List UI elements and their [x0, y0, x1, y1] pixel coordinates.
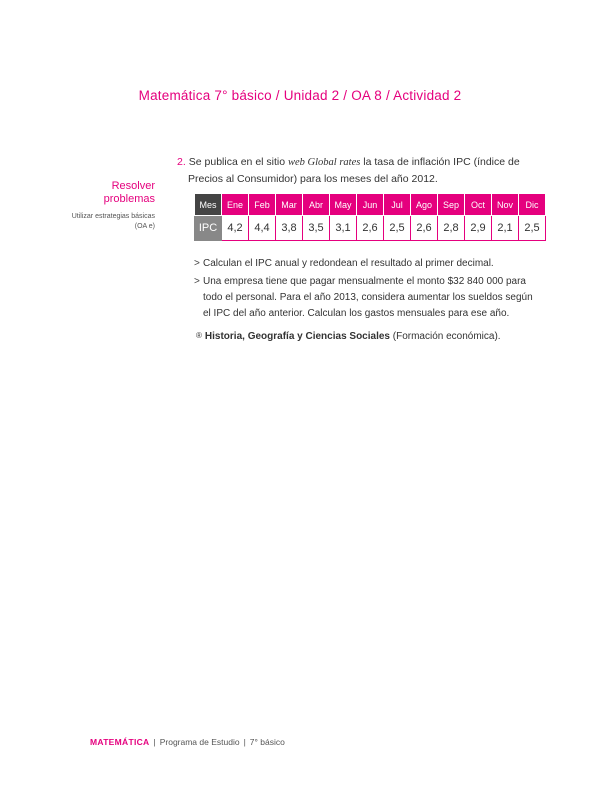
value-cell: 2,6	[357, 216, 384, 241]
ipc-table	[194, 193, 546, 241]
value-cell: 2,8	[438, 216, 465, 241]
question-text-after: la tasa de inflación IPC (índice de	[360, 156, 520, 168]
value-cell: 2,9	[465, 216, 492, 241]
question-line2: Precios al Consumidor) para los meses del año 2012.	[188, 173, 438, 185]
header-label-cell: Mes	[195, 194, 222, 216]
footer-separator: |	[153, 737, 156, 747]
skill-subtitle-line1: Utilizar estrategias básicas	[71, 213, 155, 220]
list-item	[194, 256, 539, 272]
value-cell: 2,1	[492, 216, 519, 241]
value-cell: 3,5	[303, 216, 330, 241]
chevron-right-icon: >	[194, 276, 200, 287]
value-cell: 4,4	[249, 216, 276, 241]
cross-subject-note	[196, 331, 501, 342]
note-rest: (Formación económica).	[389, 331, 501, 342]
month-cell: Sep	[438, 194, 465, 216]
page-title: Matemática 7° básico / Unidad 2 / OA 8 / Actividad 2	[138, 88, 462, 103]
value-cell: 3,8	[276, 216, 303, 241]
question-statement	[177, 154, 537, 187]
value-cell: 4,2	[222, 216, 249, 241]
month-cell: Jul	[384, 194, 411, 216]
month-cell: Abr	[303, 194, 330, 216]
question-number: 2.	[177, 156, 186, 168]
list-item	[194, 274, 539, 322]
task-list	[194, 256, 539, 324]
row-label-cell: IPC	[195, 216, 222, 241]
skill-title-line1: Resolver	[111, 180, 155, 192]
skill-title	[60, 180, 155, 206]
month-cell: Ene	[222, 194, 249, 216]
value-cell: 2,6	[411, 216, 438, 241]
value-cell: 3,1	[330, 216, 357, 241]
footer-brand: MATEMÁTICA	[90, 737, 150, 747]
month-cell: Jun	[357, 194, 384, 216]
footer-separator: |	[243, 737, 246, 747]
registered-mark-icon: ®	[196, 331, 202, 340]
list-item-text: Calculan el IPC anual y redondean el resultado al primer decimal.	[203, 258, 494, 269]
month-cell: Ago	[411, 194, 438, 216]
list-item-text: Una empresa tiene que pagar mensualmente el monto $32 840 000 para todo el personal. Para el año 2013, considera aumentar los sueldos según el IPC del año anterior. Calculan los gastos mensuales para ese año.	[203, 276, 533, 319]
skill-subtitle	[60, 212, 155, 232]
month-cell: Nov	[492, 194, 519, 216]
footer-grade: 7° básico	[249, 737, 285, 747]
month-cell: Oct	[465, 194, 492, 216]
question-text-before: Se publica en el sitio	[188, 156, 288, 168]
month-cell: Feb	[249, 194, 276, 216]
chevron-right-icon: >	[194, 258, 200, 269]
skill-title-line2: problemas	[103, 193, 155, 205]
sidebar-skill	[60, 180, 155, 232]
skill-subtitle-line2: (OA e)	[134, 223, 155, 230]
month-cell: Dic	[519, 194, 546, 216]
question-italic-source: web Global rates	[288, 157, 361, 168]
value-cell: 2,5	[384, 216, 411, 241]
month-cell: Mar	[276, 194, 303, 216]
page-footer	[90, 737, 285, 747]
table-header-row	[195, 194, 546, 216]
footer-program: Programa de Estudio	[159, 737, 240, 747]
value-cell: 2,5	[519, 216, 546, 241]
table-values-row	[195, 216, 546, 241]
month-cell: May	[330, 194, 357, 216]
note-subject: Historia, Geografía y Ciencias Sociales	[204, 331, 390, 342]
